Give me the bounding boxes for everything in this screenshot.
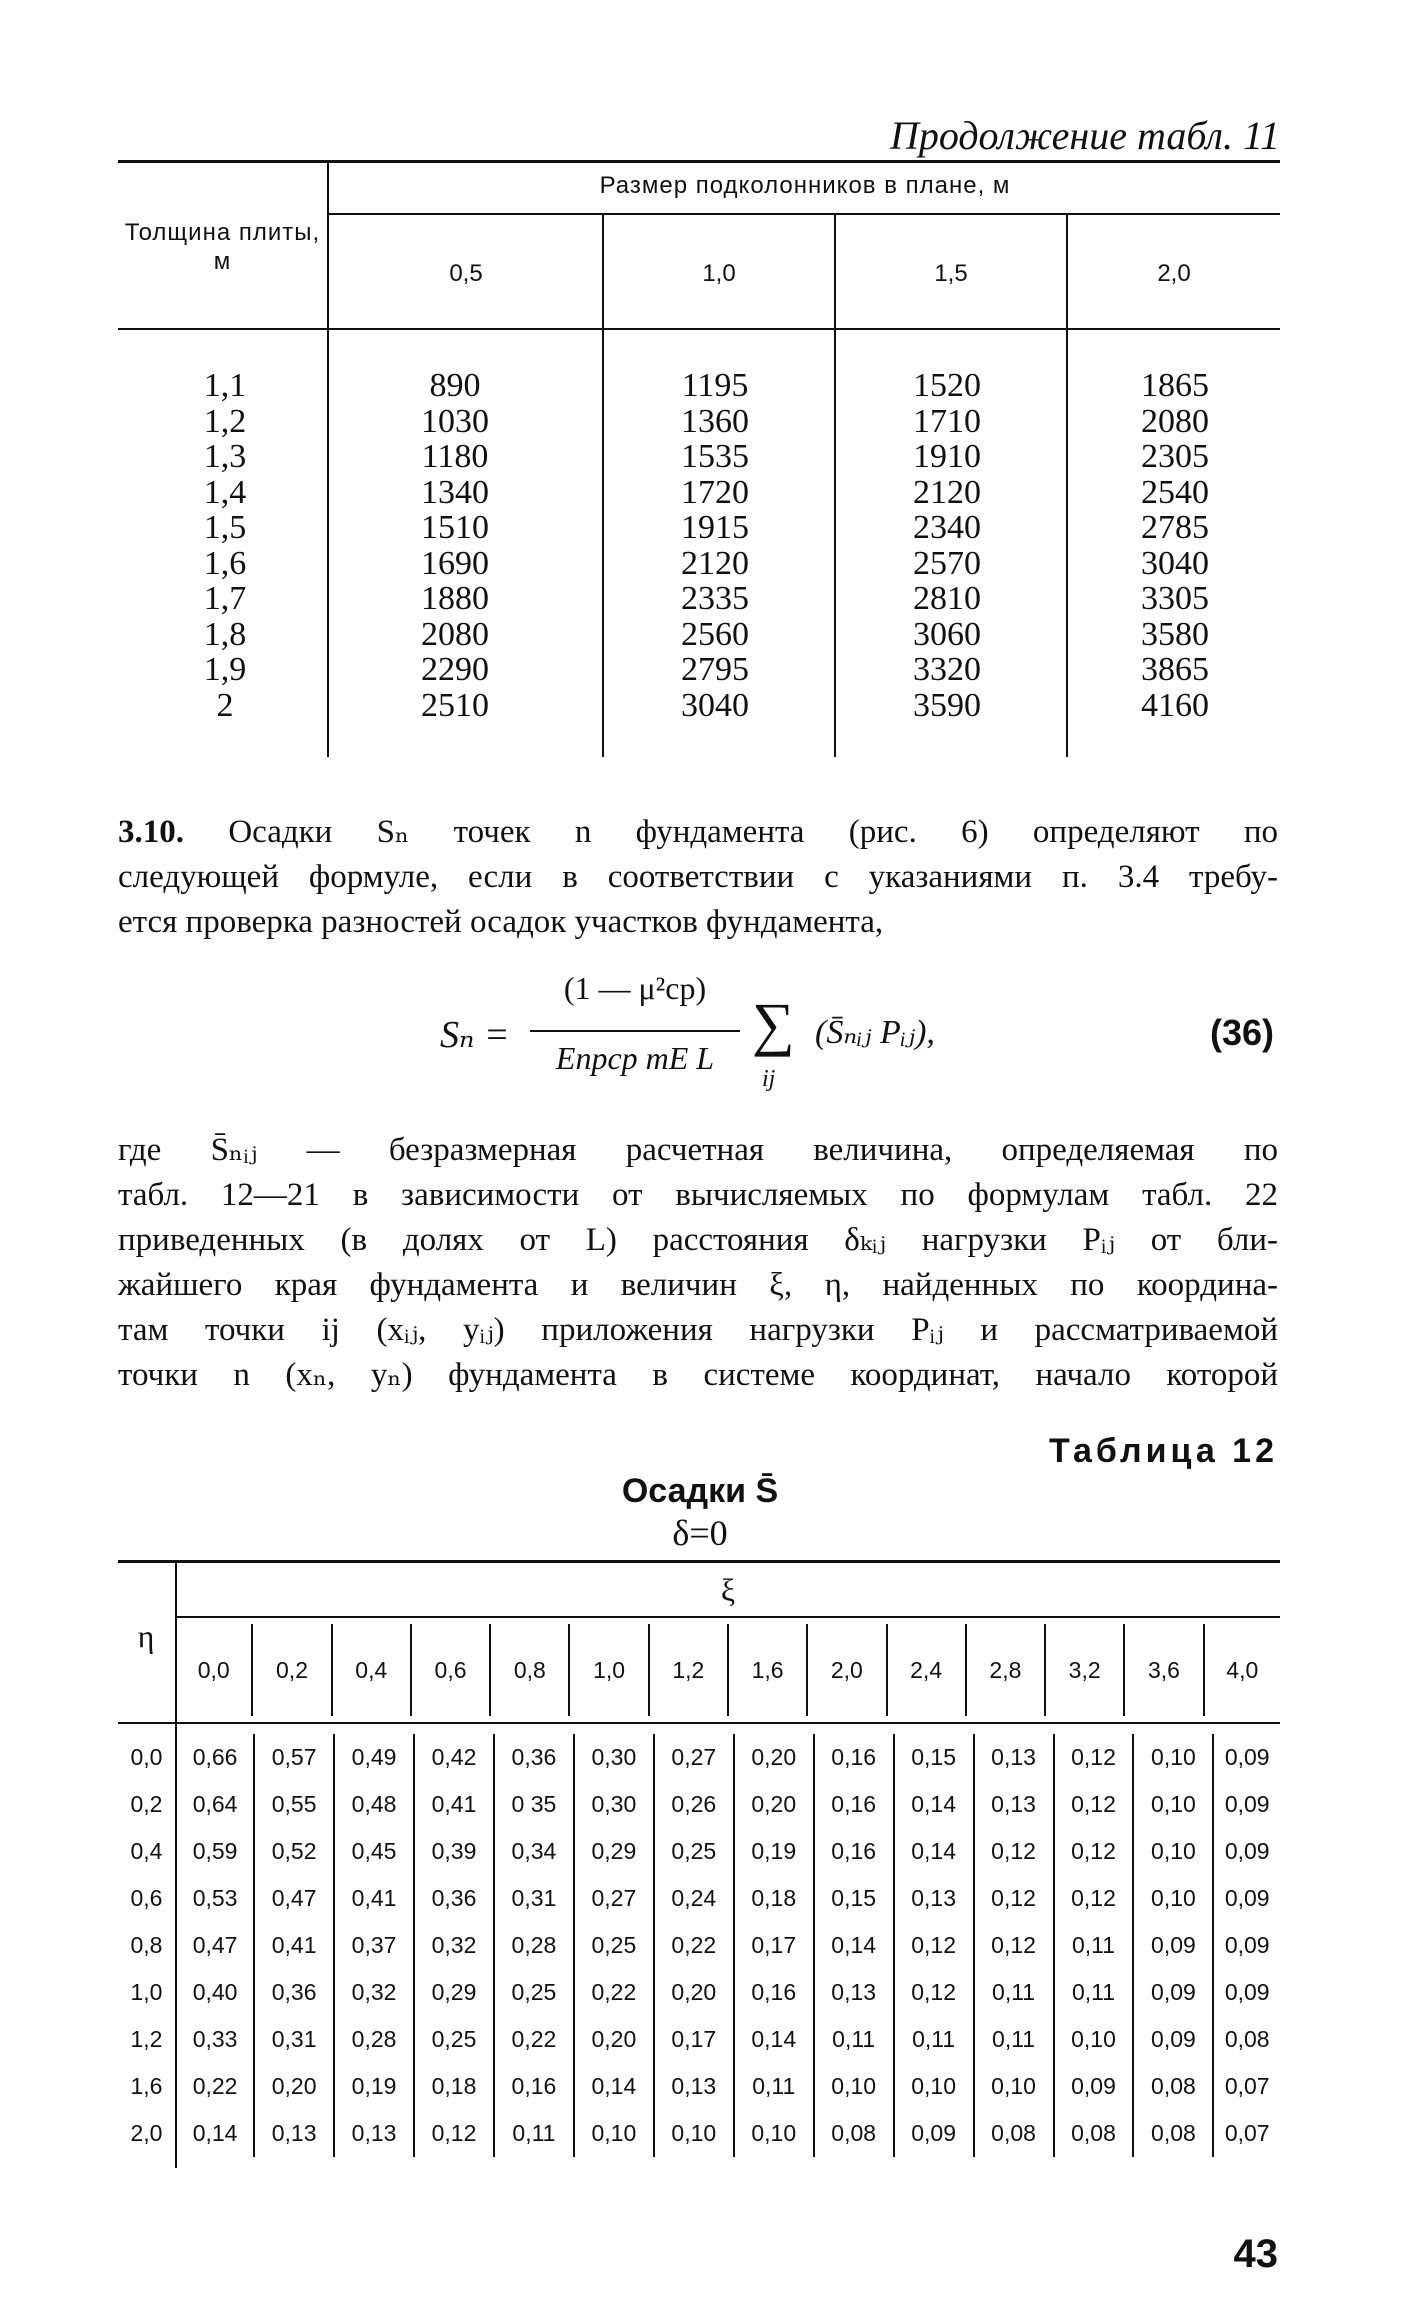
- paragraph-line: точки n (xₙ, yₙ) фундамента в системе координат, начало которой: [118, 1357, 1278, 1393]
- table-cell: 0,57: [254, 1734, 334, 1781]
- column-header: 3,2: [1045, 1624, 1124, 1716]
- table-row: [118, 1875, 1280, 1922]
- formula-term: (S̄ₙᵢⱼ Pᵢⱼ),: [815, 1014, 935, 1051]
- table-12-label: Таблица 12: [1049, 1432, 1278, 1470]
- column-header: 0,0: [176, 1624, 252, 1716]
- table-cell: 0,20: [734, 1734, 814, 1781]
- table-cell: 0,28: [494, 1922, 574, 1969]
- table-11-column-header: 2,0: [1157, 260, 1191, 287]
- table-cell: 0,13: [814, 1969, 894, 2016]
- column-header: 0,4: [332, 1624, 411, 1716]
- table-cell: 0,36: [254, 1969, 334, 2016]
- table-cell: 0,25: [654, 1828, 734, 1875]
- table-12-body-rule: [118, 1722, 1280, 1724]
- table-cell: 0,11: [1054, 1922, 1134, 1969]
- table-cell: 0,11: [974, 2016, 1054, 2063]
- paragraph-line: ется проверка разностей осадок участков фундамента,: [118, 904, 884, 940]
- table-cell: 0,08: [1133, 2110, 1213, 2157]
- table-cell: 0,08: [1224, 2026, 1270, 2052]
- table-cell: 0,08: [1054, 2110, 1134, 2157]
- table-cell: 0,20: [574, 2016, 654, 2063]
- table-cell: 0,12: [894, 1922, 974, 1969]
- table-cell: 0,29: [414, 1969, 494, 2016]
- table-cell: 0,59: [176, 1828, 254, 1875]
- table-11-divider: [602, 215, 604, 757]
- table-cell: 0,10: [654, 2110, 734, 2157]
- table-cell: 0,11: [894, 2016, 974, 2063]
- table-cell: 0,17: [654, 2016, 734, 2063]
- table-cell: 0,12: [894, 1969, 974, 2016]
- table-cell: 0,11: [734, 2063, 814, 2110]
- column-header: 4,0: [1226, 1656, 1259, 1683]
- page-number: 43: [1233, 2232, 1278, 2276]
- eta-cell: 1,0: [118, 1969, 176, 2016]
- table-cell: 0,12: [414, 2110, 494, 2157]
- table-cell: 0,13: [974, 1734, 1054, 1781]
- table-cell: 0,36: [494, 1734, 574, 1781]
- table-cell: 0,16: [814, 1781, 894, 1828]
- table-cell: 0,10: [814, 2063, 894, 2110]
- eta-cell: 1,2: [118, 2016, 176, 2063]
- table-cell: 0,22: [494, 2016, 574, 2063]
- table-cell: 0,16: [734, 1969, 814, 2016]
- table-cell: 0,09: [1054, 2063, 1134, 2110]
- column-header: 2,8: [966, 1624, 1045, 1716]
- table-cell: 0,16: [814, 1734, 894, 1781]
- table-cell: 0,20: [254, 2063, 334, 2110]
- table-11-divider: [1066, 215, 1068, 757]
- table-11-row-header: Толщина плиты, м: [124, 219, 321, 275]
- eta-cell: 0,4: [118, 1828, 176, 1875]
- table-cell: 0,34: [494, 1828, 574, 1875]
- paragraph-line: жайшего края фундамента и величин ξ, η, найденных по координа-: [118, 1267, 1278, 1303]
- continuation-label: Продолжение табл. 11: [889, 113, 1280, 158]
- table-cell: 0,09: [1224, 1791, 1270, 1817]
- section-3-10-paragraph: [118, 810, 1278, 945]
- table-11-values-column: 890 1030 1180 1340 1510 1690 1880 2080 2290 2510: [421, 367, 489, 724]
- table-cell: 0,12: [1054, 1875, 1134, 1922]
- table-cell: 0,36: [414, 1875, 494, 1922]
- table-11-values-column: 1520 1710 1910 2120 2340 2570 2810 3060 3320 3590: [913, 367, 981, 724]
- table-cell: 0,41: [334, 1875, 414, 1922]
- table-cell: 0,47: [254, 1875, 334, 1922]
- table-cell: 0,07: [1224, 2120, 1270, 2146]
- table-cell: 0,12: [1054, 1828, 1134, 1875]
- table-cell: 0,10: [1054, 2016, 1134, 2063]
- table-cell: 0,27: [654, 1734, 734, 1781]
- column-header: 2,0: [807, 1624, 886, 1716]
- table-cell: 0,52: [254, 1828, 334, 1875]
- table-cell: 0,12: [974, 1875, 1054, 1922]
- table-cell: 0,07: [1224, 2073, 1270, 2099]
- table-cell: 0,32: [414, 1922, 494, 1969]
- column-header: 1,2: [649, 1624, 728, 1716]
- table-row: [118, 2110, 1280, 2157]
- table-cell: 0,09: [894, 2110, 974, 2157]
- table-cell: 0,55: [254, 1781, 334, 1828]
- table-row: [118, 1969, 1280, 2016]
- table-11-divider: [834, 215, 836, 757]
- eta-cell: 1,6: [118, 2063, 176, 2110]
- formula-numerator: (1 — μ²ср): [563, 970, 707, 1006]
- column-header: 1,0: [569, 1624, 648, 1716]
- table-cell: 0,31: [254, 2016, 334, 2063]
- table-cell: 0,22: [654, 1922, 734, 1969]
- table-cell: 0,10: [974, 2063, 1054, 2110]
- table-cell: 0,14: [734, 2016, 814, 2063]
- table-11-thickness-column: 1,1 1,2 1,3 1,4 1,5 1,6 1,7 1,8 1,9 2: [203, 367, 247, 724]
- eta-cell: 2,0: [118, 2110, 176, 2157]
- table-cell: 0,29: [574, 1828, 654, 1875]
- table-row: [118, 1828, 1280, 1875]
- paragraph-line: там точки ij (xᵢⱼ, yᵢⱼ) приложения нагрузки Pᵢⱼ и рассматриваемой: [118, 1312, 1278, 1348]
- column-header: 0,2: [252, 1624, 331, 1716]
- table-cell: 0,10: [894, 2063, 974, 2110]
- table-cell: 0,25: [414, 2016, 494, 2063]
- eta-cell: 0,8: [118, 1922, 176, 1969]
- table-cell: 0,14: [894, 1781, 974, 1828]
- table-cell: 0,19: [334, 2063, 414, 2110]
- where-paragraph: [118, 1128, 1278, 1398]
- table-cell: 0,11: [1054, 1969, 1134, 2016]
- table-cell: 0,12: [1054, 1734, 1134, 1781]
- table-row: [118, 2063, 1280, 2110]
- table-11-values-column: 1865 2080 2305 2540 2785 3040 3305 3580 3865 4160: [1141, 367, 1209, 724]
- column-header: 0,6: [411, 1624, 490, 1716]
- table-cell: 0,25: [574, 1922, 654, 1969]
- table-cell: 0,64: [176, 1781, 254, 1828]
- table-cell: 0,13: [254, 2110, 334, 2157]
- table-12-column-group-header: ξ: [720, 1572, 736, 1608]
- table-row: [118, 1734, 1280, 1781]
- table-cell: 0,47: [176, 1922, 254, 1969]
- table-11-column-header: 1,5: [934, 260, 968, 287]
- table-cell: 0,12: [974, 1828, 1054, 1875]
- table-cell: 0,12: [974, 1922, 1054, 1969]
- eta-cell: 0,2: [118, 1781, 176, 1828]
- table-cell: 0,22: [574, 1969, 654, 2016]
- table-cell: 0,09: [1224, 1838, 1270, 1864]
- table-11-values-column: 1195 1360 1535 1720 1915 2120 2335 2560 2795 3040: [681, 367, 749, 724]
- table-cell: 0,10: [1133, 1734, 1213, 1781]
- table-cell: 0,08: [1133, 2063, 1213, 2110]
- column-header: 1,6: [728, 1624, 807, 1716]
- table-cell: 0,33: [176, 2016, 254, 2063]
- table-cell: 0,13: [334, 2110, 414, 2157]
- table-cell: 0,42: [414, 1734, 494, 1781]
- table-11-body-rule: [118, 328, 1280, 330]
- table-12-subtitle: δ=0: [672, 1513, 728, 1553]
- table-cell: 0,49: [334, 1734, 414, 1781]
- section-number: 3.10.: [118, 814, 184, 850]
- table-12-top-rule: [118, 1560, 1280, 1563]
- column-header: 3,6: [1124, 1624, 1203, 1716]
- table-cell: 0,16: [814, 1828, 894, 1875]
- table-cell: 0,14: [574, 2063, 654, 2110]
- formula-lhs: Sₙ =: [440, 1014, 510, 1056]
- table-row: [118, 1922, 1280, 1969]
- table-cell: 0,17: [734, 1922, 814, 1969]
- table-cell: 0,10: [574, 2110, 654, 2157]
- column-header: 2,4: [887, 1624, 966, 1716]
- table-cell: 0,26: [654, 1781, 734, 1828]
- table-row: [118, 2016, 1280, 2063]
- table-cell: 0,30: [574, 1734, 654, 1781]
- table-cell: 0,14: [814, 1922, 894, 1969]
- table-12-title: Осадки S̄: [621, 1472, 779, 1510]
- paragraph-line: приведенных (в долях от L) расстояния δₖᵢⱼ нагрузки Pᵢⱼ от бли-: [118, 1222, 1278, 1258]
- table-cell: 0,10: [734, 2110, 814, 2157]
- table-cell: 0,48: [334, 1781, 414, 1828]
- table-cell: 0,09: [1224, 1744, 1270, 1770]
- table-cell: 0,08: [814, 2110, 894, 2157]
- table-11-column-header: 1,0: [702, 260, 736, 287]
- table-row: [118, 1781, 1280, 1828]
- table-cell: 0,41: [254, 1922, 334, 1969]
- table-11-top-rule: [118, 160, 1280, 163]
- table-11-header-rule: [328, 213, 1280, 215]
- table-cell: 0,30: [574, 1781, 654, 1828]
- table-cell: 0,09: [1133, 2016, 1213, 2063]
- table-cell: 0,28: [334, 2016, 414, 2063]
- table-cell: 0,18: [414, 2063, 494, 2110]
- table-11-column-group-header: Размер подколонников в плане, м: [599, 172, 1011, 199]
- table-cell: 0,25: [494, 1969, 574, 2016]
- table-cell: 0,09: [1133, 1969, 1213, 2016]
- table-cell: 0,41: [414, 1781, 494, 1828]
- table-cell: 0,14: [894, 1828, 974, 1875]
- paragraph-line: где S̄ₙᵢⱼ — безразмерная расчетная величина, определяемая по: [118, 1132, 1278, 1168]
- paragraph-line: следующей формуле, если в соответствии с указаниями п. 3.4 требу-: [118, 859, 1278, 895]
- table-11-divider: [327, 162, 329, 757]
- table-cell: 0,08: [974, 2110, 1054, 2157]
- table-cell: 0,10: [1133, 1781, 1213, 1828]
- formula-denominator: Eпрср mE L: [555, 1040, 715, 1076]
- equation-number: (36): [1210, 1012, 1275, 1053]
- table-cell: 0,20: [734, 1781, 814, 1828]
- table-cell: 0,09: [1224, 1979, 1270, 2005]
- table-cell: 0,39: [414, 1828, 494, 1875]
- sum-symbol: ∑: [752, 991, 795, 1057]
- fraction-bar: [530, 1030, 740, 1032]
- table-11-column-header: 0,5: [449, 260, 483, 287]
- table-cell: 0,45: [334, 1828, 414, 1875]
- table-cell: 0,19: [734, 1828, 814, 1875]
- table-cell: 0,27: [574, 1875, 654, 1922]
- table-cell: 0,10: [1133, 1875, 1213, 1922]
- table-12-body: [118, 1734, 1280, 2157]
- table-cell: 0,40: [176, 1969, 254, 2016]
- table-cell: 0,11: [494, 2110, 574, 2157]
- table-cell: 0,18: [734, 1875, 814, 1922]
- table-cell: 0,20: [654, 1969, 734, 2016]
- table-cell: 0,11: [974, 1969, 1054, 2016]
- table-cell: 0,13: [974, 1781, 1054, 1828]
- table-cell: 0,31: [494, 1875, 574, 1922]
- table-cell: 0 35: [494, 1781, 574, 1828]
- table-cell: 0,15: [814, 1875, 894, 1922]
- table-cell: 0,15: [894, 1734, 974, 1781]
- table-cell: 0,13: [654, 2063, 734, 2110]
- table-12-column-headers: [176, 1624, 1280, 1716]
- table-cell: 0,66: [176, 1734, 254, 1781]
- table-cell: 0,11: [814, 2016, 894, 2063]
- table-cell: 0,22: [176, 2063, 254, 2110]
- paragraph-line: табл. 12—21 в зависимости от вычисляемых по формулам табл. 22: [118, 1177, 1278, 1213]
- table-cell: 0,16: [494, 2063, 574, 2110]
- table-cell: 0,09: [1224, 1932, 1270, 1958]
- paragraph-line: [118, 810, 1278, 855]
- table-cell: 0,12: [1054, 1781, 1134, 1828]
- table-12-row-header: η: [137, 1618, 155, 1654]
- table-12-header-rule: [176, 1616, 1280, 1618]
- table-cell: 0,24: [654, 1875, 734, 1922]
- table-cell: 0,53: [176, 1875, 254, 1922]
- table-cell: 0,09: [1224, 1885, 1270, 1911]
- eta-cell: 0,0: [118, 1734, 176, 1781]
- table-cell: 0,32: [334, 1969, 414, 2016]
- sum-index: ij: [762, 1066, 776, 1092]
- table-cell: 0,13: [894, 1875, 974, 1922]
- column-header: 0,8: [490, 1624, 569, 1716]
- paragraph-line-text: Осадки Sₙ точек n фундамента (рис. 6) определяют по: [228, 814, 1279, 850]
- table-cell: 0,14: [176, 2110, 254, 2157]
- table-cell: 0,10: [1133, 1828, 1213, 1875]
- eta-cell: 0,6: [118, 1875, 176, 1922]
- table-cell: 0,09: [1133, 1922, 1213, 1969]
- table-cell: 0,37: [334, 1922, 414, 1969]
